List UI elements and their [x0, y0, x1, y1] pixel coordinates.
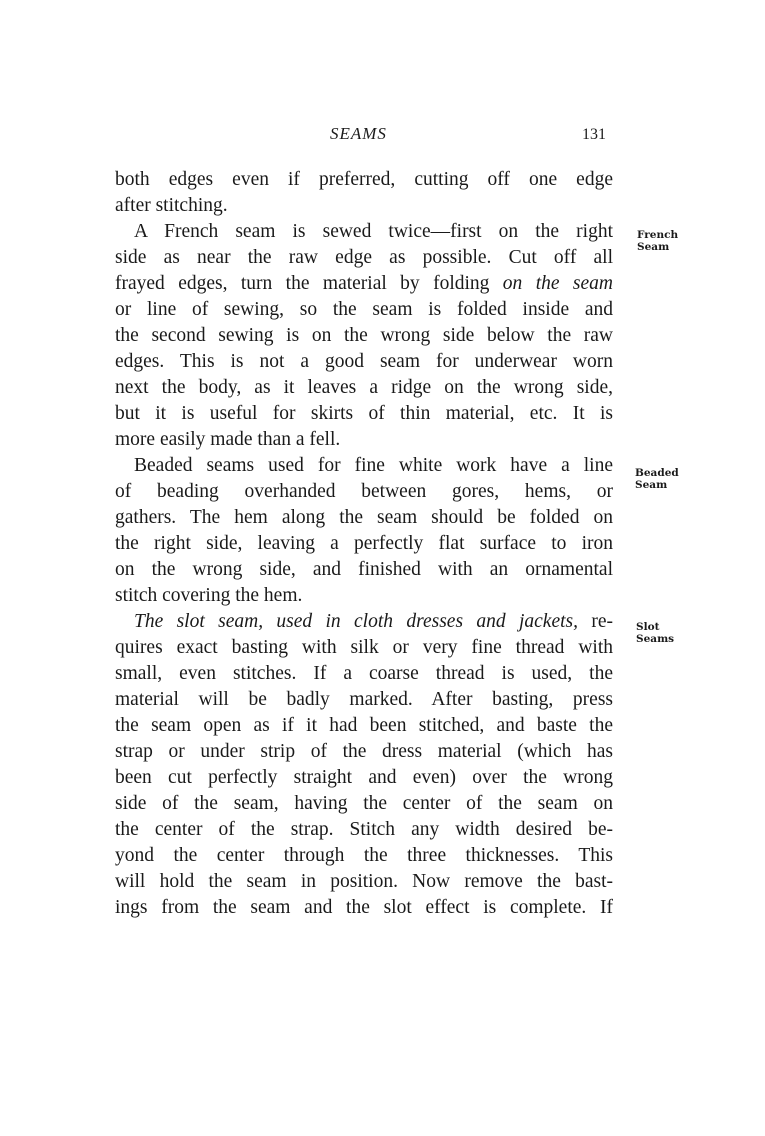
text-segment: will hold the seam in position. Now remove the bast- — [115, 871, 613, 892]
text-line — [115, 427, 613, 453]
text-line — [115, 817, 613, 843]
text-line — [115, 401, 613, 427]
text-line — [115, 791, 613, 817]
running-head: SEAMS — [330, 124, 387, 143]
text-segment: re- — [578, 611, 613, 632]
text-line — [115, 375, 613, 401]
text-line — [115, 713, 613, 739]
body-text — [115, 167, 613, 921]
text-segment: on the wrong side, and finished with an ornamental — [115, 559, 613, 580]
text-segment: material will be badly marked. After basting, press — [115, 689, 613, 710]
margin-note-beaded-seam: Beaded Seam — [635, 467, 679, 491]
text-segment: or line of sewing, so the seam is folded inside and — [115, 299, 613, 320]
text-line — [115, 505, 613, 531]
text-segment: yond the center through the three thicknesses. This — [115, 845, 613, 866]
text-segment: frayed edges, turn the material by folding — [115, 273, 503, 294]
text-line — [115, 869, 613, 895]
text-segment: strap or under strip of the dress material (which has — [115, 741, 613, 762]
text-line — [115, 687, 613, 713]
text-segment: the center of the strap. Stitch any width desired be- — [115, 819, 613, 840]
italic-text: on the seam — [502, 273, 613, 294]
text-line — [115, 245, 613, 271]
text-segment: more easily made than a fell. — [115, 429, 341, 450]
text-line — [115, 635, 613, 661]
text-line — [115, 843, 613, 869]
italic-text: The slot seam, used in cloth dresses and jackets, — [134, 611, 578, 632]
text-segment: gathers. The hem along the seam should be folded on — [115, 507, 613, 528]
text-segment: after stitching. — [115, 195, 228, 216]
text-segment: Beaded seams used for fine white work have a line — [134, 455, 613, 476]
text-line — [115, 583, 613, 609]
text-line — [115, 765, 613, 791]
text-line — [115, 453, 613, 479]
text-segment: both edges even if preferred, cutting off one edge — [115, 169, 613, 190]
text-segment: the seam open as if it had been stitched, and baste the — [115, 715, 613, 736]
text-segment: quires exact basting with silk or very fine thread with — [115, 637, 613, 658]
text-line — [115, 323, 613, 349]
text-segment: edges. This is not a good seam for underwear worn — [115, 351, 613, 372]
text-line — [115, 739, 613, 765]
text-line — [115, 661, 613, 687]
text-segment: side of the seam, having the center of the seam on — [115, 793, 613, 814]
text-segment: A French seam is sewed twice—first on the right — [134, 221, 613, 242]
text-segment: small, even stitches. If a coarse thread is used, the — [115, 663, 613, 684]
text-line — [115, 193, 613, 219]
margin-note-slot-seams: Slot Seams — [636, 621, 675, 645]
text-line — [115, 219, 613, 245]
text-line — [115, 167, 613, 193]
text-segment: ings from the seam and the slot effect is complete. If — [115, 897, 613, 918]
text-line — [115, 479, 613, 505]
page-number: 131 — [582, 126, 606, 143]
text-line — [115, 271, 613, 297]
text-segment: next the body, as it leaves a ridge on the wrong side, — [115, 377, 613, 398]
text-line — [115, 297, 613, 323]
text-segment: but it is useful for skirts of thin material, etc. It is — [115, 403, 613, 424]
text-segment: been cut perfectly straight and even) over the wrong — [115, 767, 613, 788]
text-segment: stitch covering the hem. — [115, 585, 303, 606]
text-line — [115, 531, 613, 557]
text-segment: the right side, leaving a perfectly flat surface to iron — [115, 533, 613, 554]
text-segment: the second sewing is on the wrong side below the raw — [115, 325, 613, 346]
margin-note-french-seam: French Seam — [637, 229, 679, 253]
text-line — [115, 609, 613, 635]
text-line — [115, 557, 613, 583]
text-line — [115, 349, 613, 375]
text-line — [115, 895, 613, 921]
text-segment: side as near the raw edge as possible. Cut off all — [115, 247, 613, 268]
text-segment: of beading overhanded between gores, hems, or — [115, 481, 613, 502]
